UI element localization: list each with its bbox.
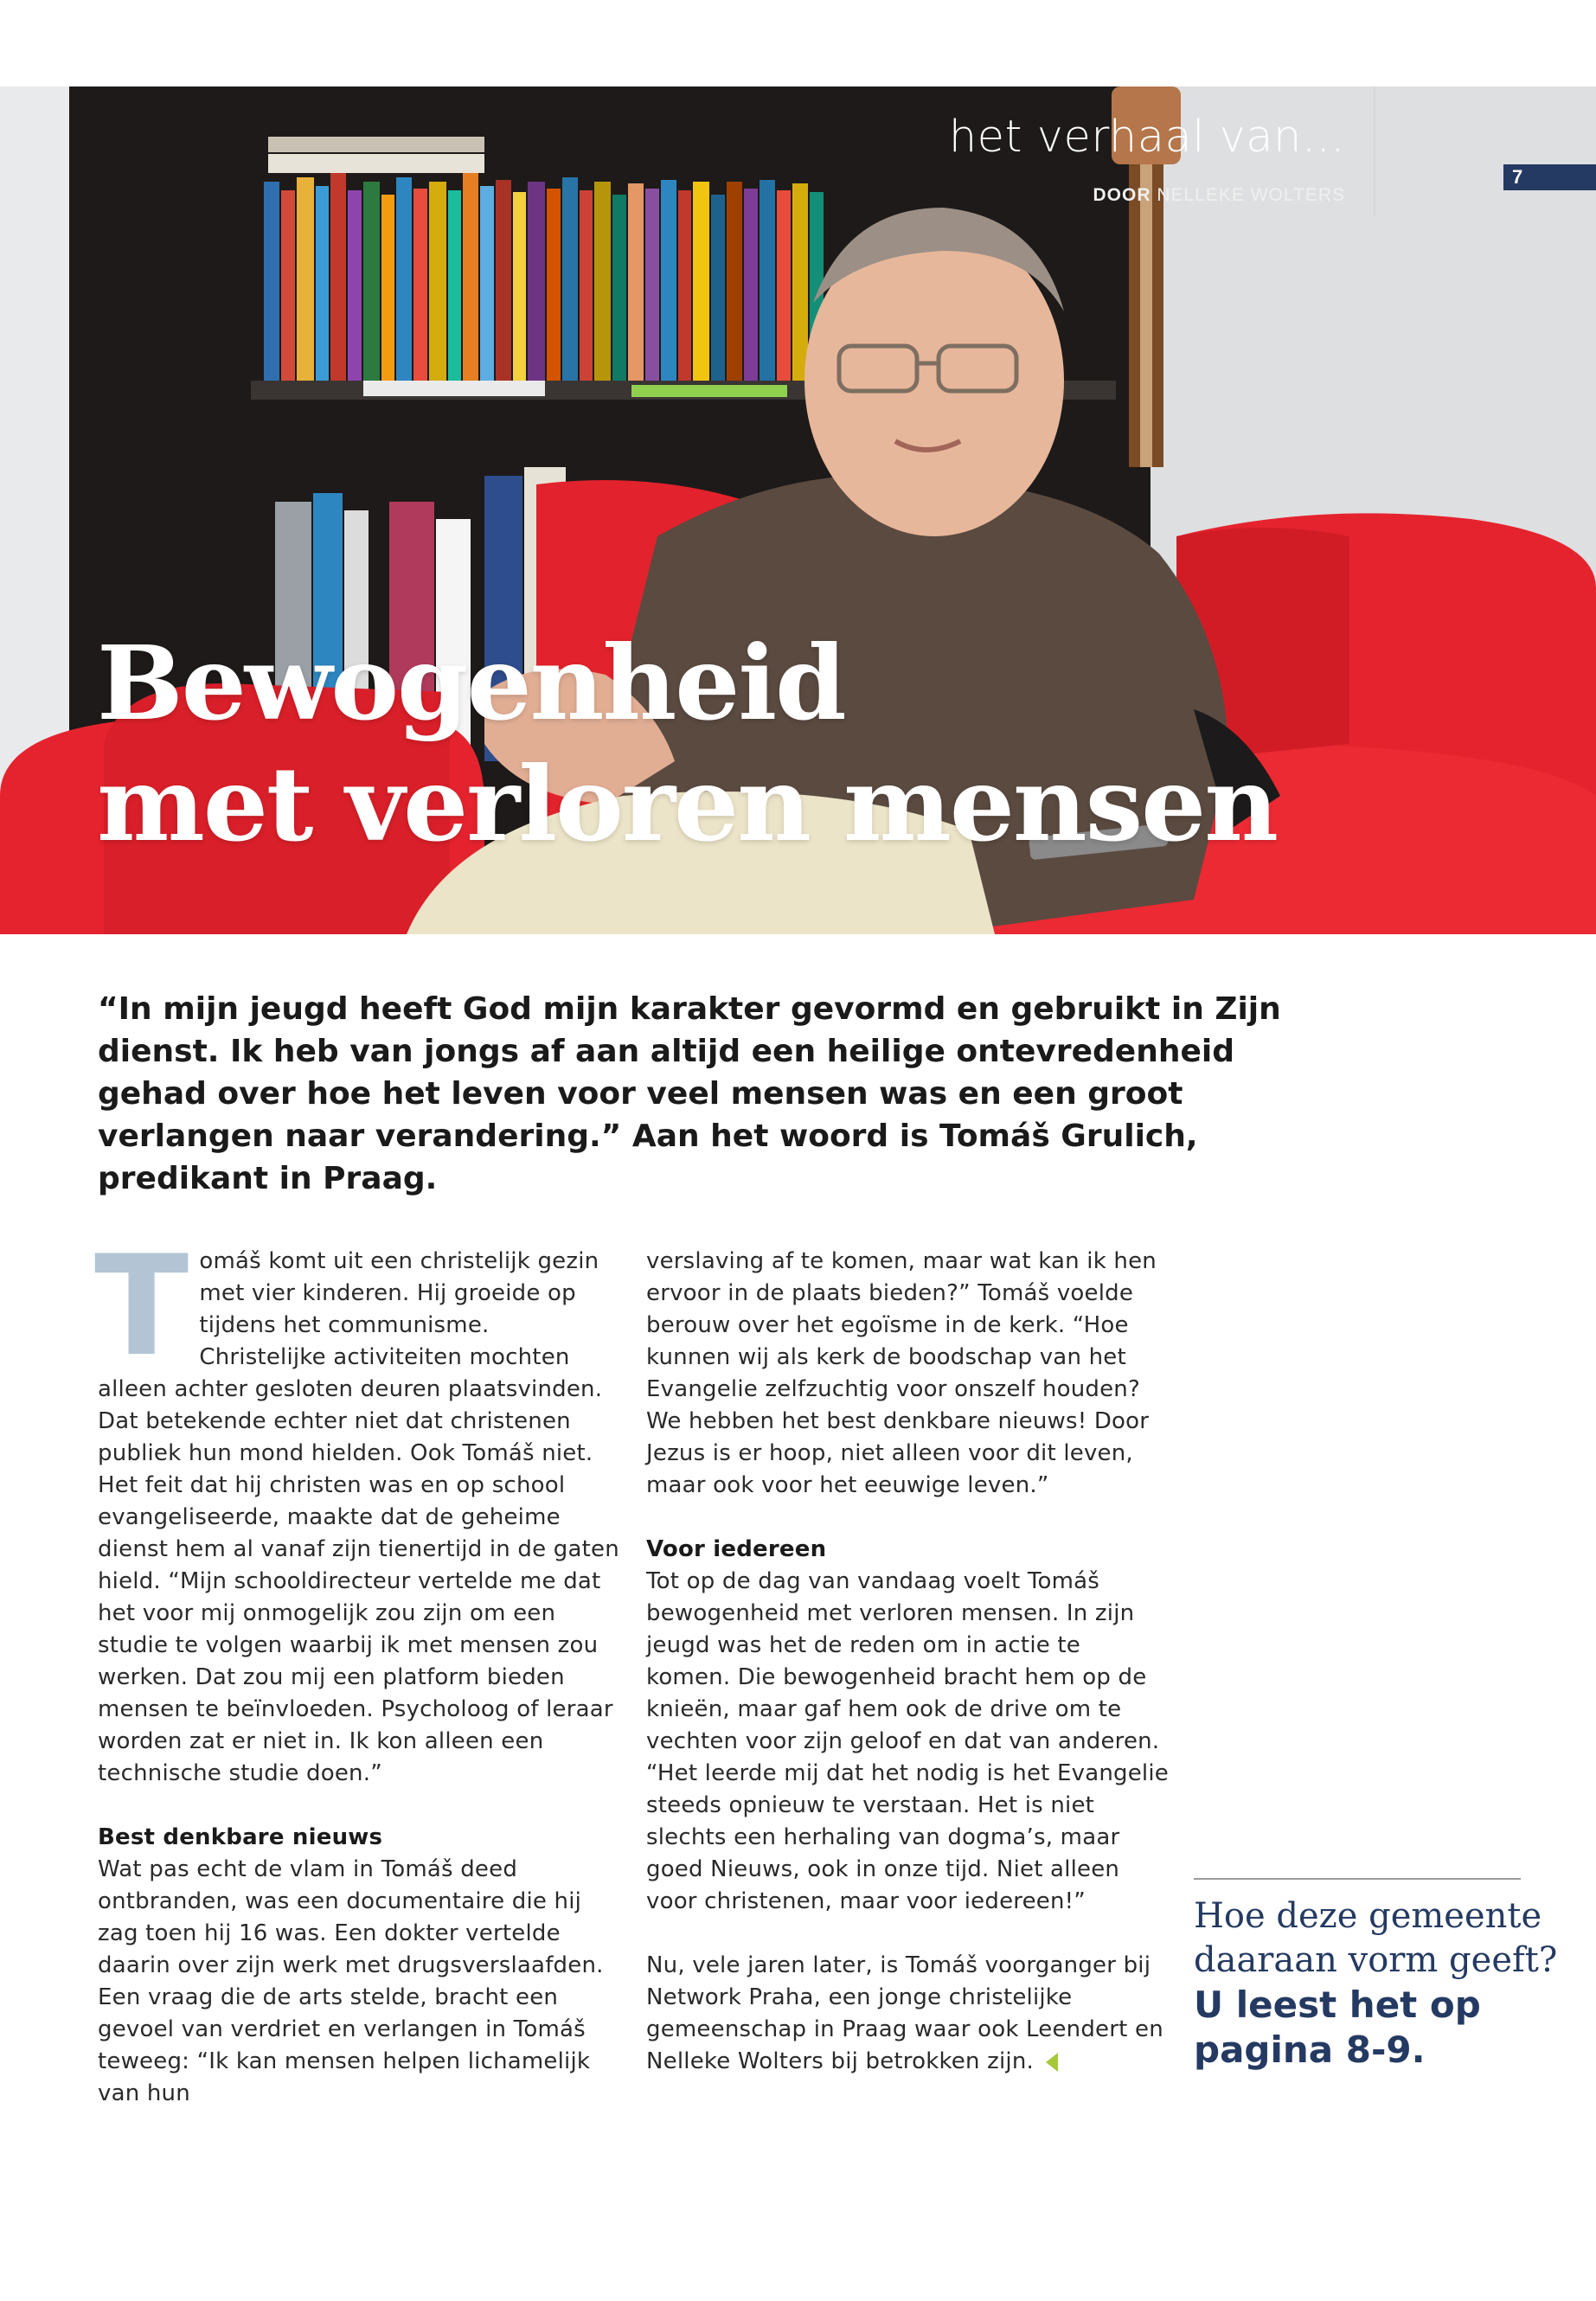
paragraph: Wat pas echt de vlam in Tomáš deed ontbranden, was een documentaire die hij zag toen hij 16 was. Een dokter vertelde daarin over zijn werk met drugsverslaafden. Een vraag die de arts stelde, bracht een gevoel van verdriet en verlangen in Tomáš teweeg: “Ik kan mensen helpen lichamelijk van hun: [98, 1856, 604, 2106]
page-number: 7: [1503, 164, 1596, 190]
end-mark-icon: [1046, 2053, 1058, 2072]
paragraph-text: Nu, vele jaren later, is Tomáš voorganger bij Network Praha, een jonge christelijke gemeenschap in Praag waar ook Leendert en Nelleke Wolters bij betrokken zijn.: [646, 1952, 1163, 2074]
paragraph-final: [646, 1950, 1170, 2078]
headline-line1: Bewogenheid: [97, 623, 845, 743]
dropcap: T: [94, 1225, 189, 1387]
article-column-2: [646, 1246, 1170, 2078]
paragraph: Tot op de dag van vandaag voelt Tomáš bewogenheid met verloren mensen. In zijn jeugd was het de reden om in actie te komen. Die bewogenheid bracht hem op de knieën, maar gaf hem ook de drive om te vechten voor zijn geloof en dat van anderen. “Het leerde mij dat het nodig is het Evangelie steeds opnieuw te verstaan. Het is niet slechts een herhaling van dogma’s, maar goed Nieuws, ook in onze tijd. Niet alleen voor christenen, maar voor iedereen!”: [646, 1568, 1169, 1914]
paragraph: omáš komt uit een christelijk gezin met vier kinderen. Hij groeide op tijdens het communisme. Christelijke activiteiten mochten alleen achter gesloten deuren plaatsvinden. Dat betekende echter niet dat christenen publiek hun mond hielden. Ook Tomáš niet.: [98, 1248, 603, 1466]
subheading: Best denkbare nieuws: [98, 1824, 383, 1850]
section-title: het verhaal van...: [948, 112, 1345, 163]
header-divider: [1374, 87, 1375, 216]
paragraph: verslaving af te komen, maar wat kan ik hen ervoor in de plaats bieden?” Tomáš voelde berouw over het egoïsme in de kerk. “Hoe kunnen wij als kerk de boodschap van het Evangelie zelfzuchtig voor onszelf houden? We hebben het best denkbare nieuws! Door Jezus is er hoop, niet alleen voor dit leven, maar ook voor het eeuwige leven.”: [646, 1248, 1157, 1498]
article-column-1: [94, 1225, 621, 2110]
sidebar-question: Hoe deze gemeente daaraan vorm geeft?: [1194, 1896, 1558, 1980]
sidebar-divider: [1194, 1878, 1521, 1880]
intro-paragraph: “In mijn jeugd heeft God mijn karakter gevormd en gebruikt in Zijn dienst. Ik heb van jongs af aan altijd een heilige ontevredenheid gehad over hoe het leven voor veel mensen was en een groot verlangen naar verandering.” Aan het woord is Tomáš Grulich, predikant in Praag.: [98, 991, 1281, 1196]
byline-prefix: DOOR: [1093, 185, 1151, 205]
headline: [97, 623, 1277, 865]
sidebar-answer: U leest het op pagina 8-9.: [1194, 1984, 1481, 2071]
headline-line2: met verloren mensen: [97, 744, 1277, 864]
subheading: Voor iedereen: [646, 1536, 827, 1562]
byline-name: NELLEKE WOLTERS: [1157, 185, 1345, 205]
paragraph: Het feit dat hij christen was en op school evangeliseerde, maakte dat de geheime dienst hem al vanaf zijn tienertijd in de gaten hield. “Mijn schooldirecteur vertelde me dat het voor mij onmogelijk zou zijn om een studie te volgen waarbij ik met mensen zou werken. Dat zou mij een platform bieden mensen te beïnvloeden. Psycholoog of leraar worden zat er niet in. Ik kon alleen een technische studie doen.”: [98, 1472, 619, 1786]
byline: [949, 185, 1345, 206]
section-tag: [948, 112, 1345, 206]
